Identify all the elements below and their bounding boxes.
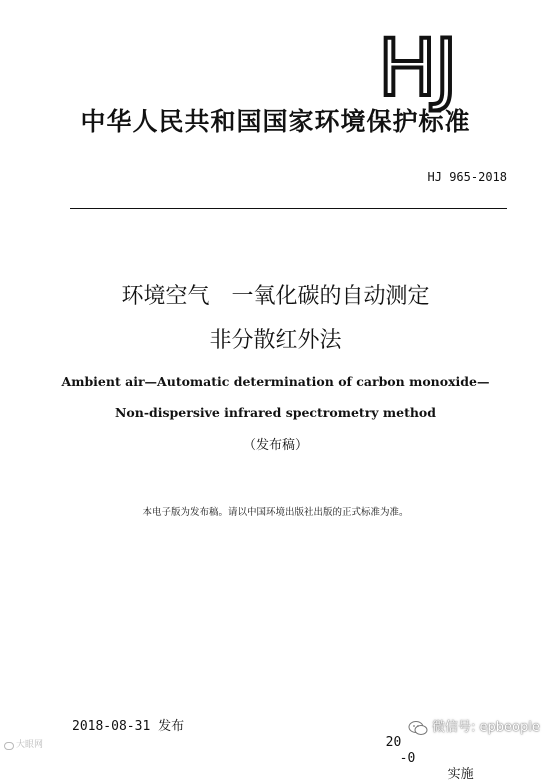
wechat-icon — [408, 720, 428, 736]
watermark-left — [4, 740, 43, 751]
weibo-icon — [4, 742, 14, 750]
standard-number: HJ 965-2018 — [427, 170, 507, 184]
implement-date-partial: -0 — [399, 751, 416, 766]
title-en-line2: Non-dispersive infrared spectrometry method — [114, 405, 437, 420]
title-en-line1: Ambient air—Automatic determination of carbon monoxide— — [61, 374, 490, 389]
header-divider — [70, 208, 507, 209]
title-zh-line2: 非分散红外法 — [209, 328, 342, 353]
draft-label: （发布稿） — [242, 438, 308, 453]
watermark-right — [408, 719, 540, 737]
org-title: 中华人民共和国国家环境保护标准 — [80, 107, 471, 136]
notice-text: 本电子版为发布稿。请以中国环境出版社出版的正式标准为准。 — [142, 507, 409, 518]
watermark-right-text: 微信号: epbeople — [432, 720, 540, 735]
publish-date: 2018-08-31 发布 — [72, 719, 185, 734]
standard-logo: HJ — [378, 24, 456, 114]
implement-date-tail: 实施 — [447, 767, 474, 782]
watermark-left-text: 大眼网 — [16, 740, 44, 750]
implement-date-prefix: 20 — [385, 735, 402, 750]
title-zh-line1: 环境空气 一氧化碳的自动测定 — [121, 284, 430, 309]
